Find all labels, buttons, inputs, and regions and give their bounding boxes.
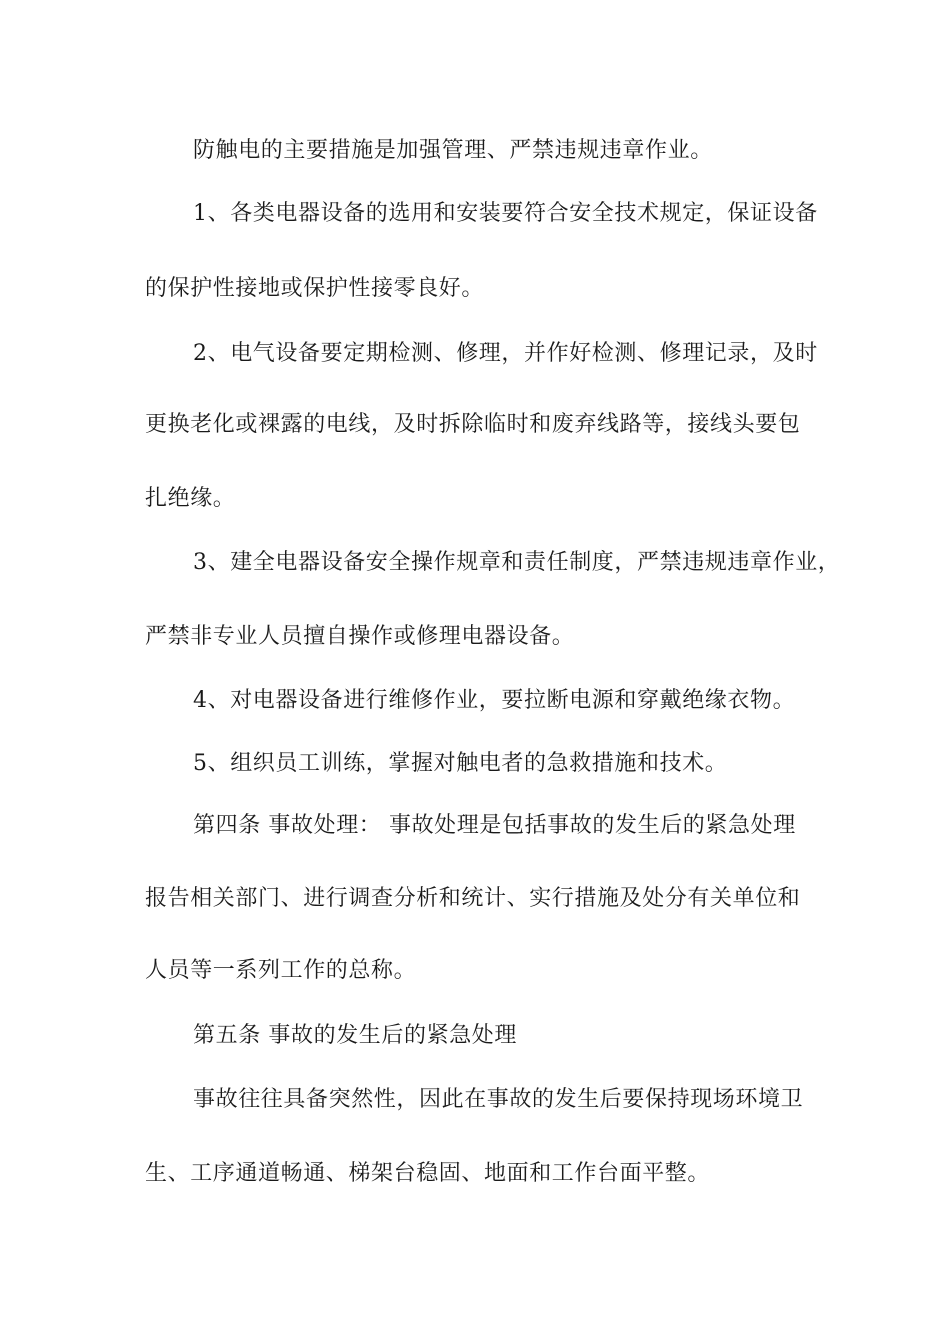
item-2-line-2: 更换老化或裸露的电线，及时拆除临时和废弃线路等，接线头要包 — [145, 412, 801, 437]
article-4-line-3: 人员等一系列工作的总称。 — [145, 958, 417, 983]
paragraph-intro: 防触电的主要措施是加强管理、严禁违规违章作业。 — [193, 138, 713, 163]
article-4-line-1: 第四条 事故处理： 事故处理是包括事故的发生后的紧急处理 — [193, 813, 796, 838]
article-4-line-2: 报告相关部门、进行调查分析和统计、实行措施及处分有关单位和 — [145, 886, 801, 911]
item-2-line-3: 扎绝缘。 — [145, 486, 236, 511]
item-1-line-2: 的保护性接地或保护性接零良好。 — [145, 276, 485, 301]
item-2-line-1: 2、电气设备要定期检测、修理，并作好检测、修理记录，及时 — [193, 341, 818, 366]
item-3-line-2: 严禁非专业人员擅自操作或修理电器设备。 — [145, 624, 575, 649]
item-5: 5、组织员工训练，掌握对触电者的急救措施和技术。 — [193, 751, 728, 776]
article-5-heading: 第五条 事故的发生后的紧急处理 — [193, 1023, 517, 1048]
item-4: 4、对电器设备进行维修作业，要拉断电源和穿戴绝缘衣物。 — [193, 688, 796, 713]
article-5-body-line-2: 生、工序通道畅通、梯架台稳固、地面和工作台面平整。 — [145, 1161, 711, 1186]
item-3-line-1: 3、建全电器设备安全操作规章和责任制度，严禁违规违章作业， — [193, 550, 841, 575]
article-5-body-line-1: 事故往往具备突然性，因此在事故的发生后要保持现场环境卫 — [193, 1087, 804, 1112]
item-1-line-1: 1、各类电器设备的选用和安装要符合安全技术规定，保证设备 — [193, 201, 818, 226]
